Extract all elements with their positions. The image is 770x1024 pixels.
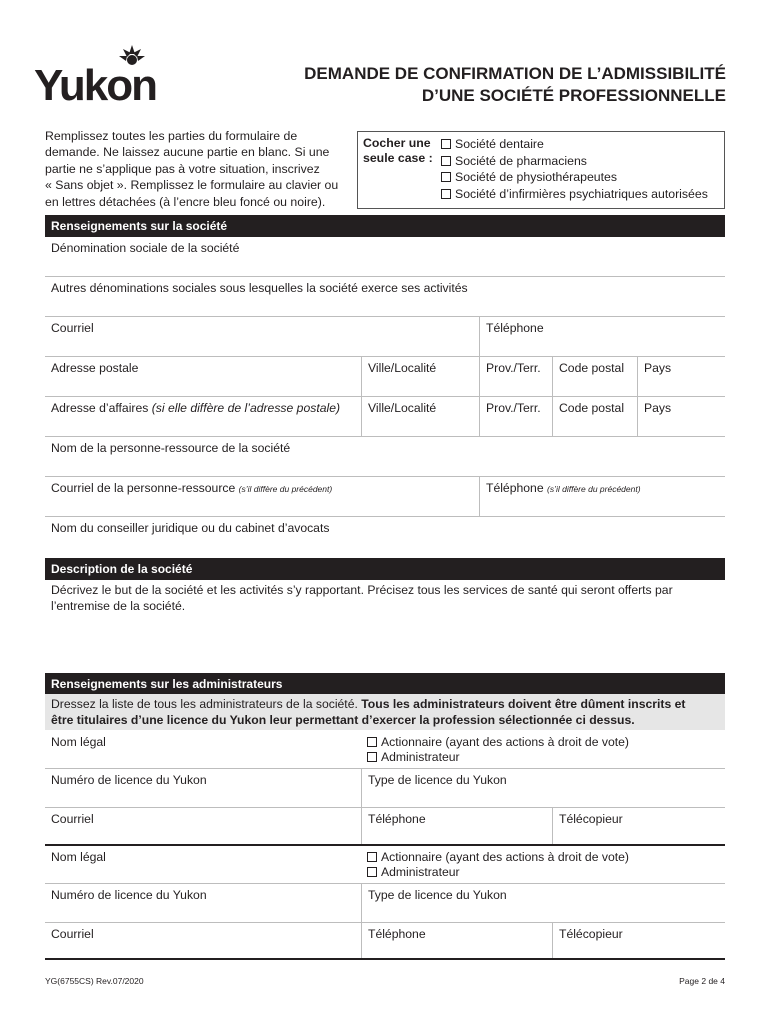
- legal-name-field[interactable]: Nom légal: [51, 850, 106, 864]
- intro-line: demande. Ne laissez aucune partie en blanc. Si une: [45, 145, 330, 160]
- email-field[interactable]: Courriel: [51, 927, 94, 941]
- admin-2-contact-row: [45, 923, 725, 960]
- company-section-heading: Renseignements sur la société: [45, 215, 725, 237]
- licence-type-field[interactable]: Type de licence du Yukon: [361, 769, 725, 807]
- city-field[interactable]: Ville/Localité: [361, 397, 479, 436]
- option-pharmacists[interactable]: Société de pharmaciens: [441, 153, 708, 170]
- option-physiotherapists[interactable]: Société de physiothérapeutes: [441, 169, 708, 186]
- admin-note: Dressez la liste de tous les administrateurs de la société. Tous les administrateurs doivent être dûment inscrits et être titulaires d’une licence du Yukon leur permettant d’exercer la profession sélectionnée ci dessus.: [45, 694, 725, 730]
- page-number: Page 2 de 4: [679, 976, 725, 986]
- contact-name-field[interactable]: [45, 437, 725, 477]
- checkbox[interactable]: [367, 867, 377, 877]
- licence-number-field[interactable]: Numéro de licence du Yukon: [51, 888, 207, 902]
- role-checkboxes: [361, 846, 725, 883]
- intro-instructions: [45, 128, 350, 210]
- role-checkboxes: [361, 731, 725, 768]
- postal-code-field[interactable]: Code postal: [552, 397, 637, 436]
- checkbox[interactable]: [441, 139, 451, 149]
- mailing-address-row: [45, 357, 725, 397]
- admin-1-contact-row: [45, 808, 725, 846]
- admin-1-grid: [45, 731, 725, 846]
- fax-field[interactable]: Télécopieur: [552, 923, 725, 958]
- checkbox[interactable]: [441, 172, 451, 182]
- field-label: Nom du conseiller juridique ou du cabinet d’avocats: [51, 521, 330, 535]
- city-field[interactable]: Ville/Localité: [361, 357, 479, 396]
- form-code: YG(6755CS) Rev.07/2020: [45, 976, 144, 986]
- logo-wordmark: Yukon: [34, 61, 157, 104]
- title-line-1: DEMANDE DE CONFIRMATION DE L’ADMISSIBILITÉ: [304, 64, 726, 83]
- business-address-row: [45, 397, 725, 437]
- fax-field[interactable]: Télécopieur: [552, 808, 725, 844]
- option-psychiatric-nurses[interactable]: Société d’infirmières psychiatriques autorisées: [441, 186, 708, 203]
- legal-counsel-field[interactable]: [45, 517, 725, 557]
- title-line-2: D’UNE SOCIÉTÉ PROFESSIONNELLE: [421, 86, 726, 105]
- mailing-address-field[interactable]: Adresse postale: [51, 361, 139, 375]
- contact-row: [45, 477, 725, 517]
- checkbox[interactable]: [367, 752, 377, 762]
- business-address-field[interactable]: Adresse d’affaires (si elle diffère de l’adresse postale): [51, 401, 341, 415]
- prov-field[interactable]: Prov./Terr.: [479, 397, 552, 436]
- field-label: Autres dénominations sociales sous lesquelles la société exerce ses activités: [51, 281, 468, 295]
- legal-name-field[interactable]: [45, 237, 725, 277]
- email-field[interactable]: Courriel: [51, 812, 94, 826]
- option-dental[interactable]: Société dentaire: [441, 136, 708, 153]
- postal-code-field[interactable]: Code postal: [552, 357, 637, 396]
- description-textarea[interactable]: Décrivez le but de la société et les activités s’y rapportant. Précisez tous les services de santé qui seront offerts par l’entremise de la société.: [51, 583, 673, 613]
- description-section-heading: Description de la société: [45, 558, 725, 580]
- prov-field[interactable]: Prov./Terr.: [479, 357, 552, 396]
- field-label: Dénomination sociale de la société: [51, 241, 240, 255]
- intro-line: partie ne s’applique pas à votre situation, inscrivez: [45, 161, 320, 176]
- other-names-field[interactable]: [45, 277, 725, 317]
- admin-2-licence-row: [45, 884, 725, 923]
- licence-number-field[interactable]: Numéro de licence du Yukon: [51, 773, 207, 787]
- checkbox[interactable]: [367, 737, 377, 747]
- country-field[interactable]: Pays: [637, 357, 725, 396]
- contact-phone-field[interactable]: Téléphone (s’il diffère du précédent): [479, 477, 725, 516]
- director-option[interactable]: Administrateur: [367, 865, 719, 880]
- admin-section-heading: Renseignements sur les administrateurs: [45, 673, 725, 695]
- company-grid: [45, 237, 725, 557]
- admin-2-name-row: [45, 846, 725, 884]
- admin-1-licence-row: [45, 769, 725, 808]
- legal-name-field[interactable]: Nom légal: [51, 735, 106, 749]
- country-field[interactable]: Pays: [637, 397, 725, 436]
- society-type-panel: [357, 131, 725, 209]
- contact-email-field[interactable]: Courriel de la personne-ressource (s’il diffère du précédent): [51, 481, 333, 495]
- admin-2-grid: [45, 846, 725, 960]
- admin-1-name-row: [45, 731, 725, 769]
- phone-field[interactable]: Téléphone: [479, 317, 725, 356]
- intro-line: Remplissez toutes les parties du formulaire de: [45, 129, 298, 143]
- field-label: Nom de la personne-ressource de la société: [51, 441, 291, 455]
- phone-field[interactable]: Téléphone: [361, 923, 552, 958]
- email-field[interactable]: Courriel: [51, 321, 94, 335]
- checkbox[interactable]: [441, 156, 451, 166]
- yukon-logo: [34, 44, 174, 109]
- email-phone-row: [45, 317, 725, 357]
- checkbox[interactable]: [441, 189, 451, 199]
- intro-line: « Sans objet ». Remplissez le formulaire au clavier ou: [45, 178, 339, 193]
- checkbox[interactable]: [367, 852, 377, 862]
- shareholder-option[interactable]: Actionnaire (ayant des actions à droit de vote): [367, 735, 719, 750]
- intro-line: en lettres détachées (à l’encre bleu foncé ou noire).: [45, 194, 326, 209]
- shareholder-option[interactable]: Actionnaire (ayant des actions à droit de vote): [367, 850, 719, 865]
- page-title: [266, 63, 726, 107]
- phone-field[interactable]: Téléphone: [361, 808, 552, 844]
- licence-type-field[interactable]: Type de licence du Yukon: [361, 884, 725, 922]
- director-option[interactable]: Administrateur: [367, 750, 719, 765]
- society-type-label: Cocher une seule case :: [363, 136, 433, 165]
